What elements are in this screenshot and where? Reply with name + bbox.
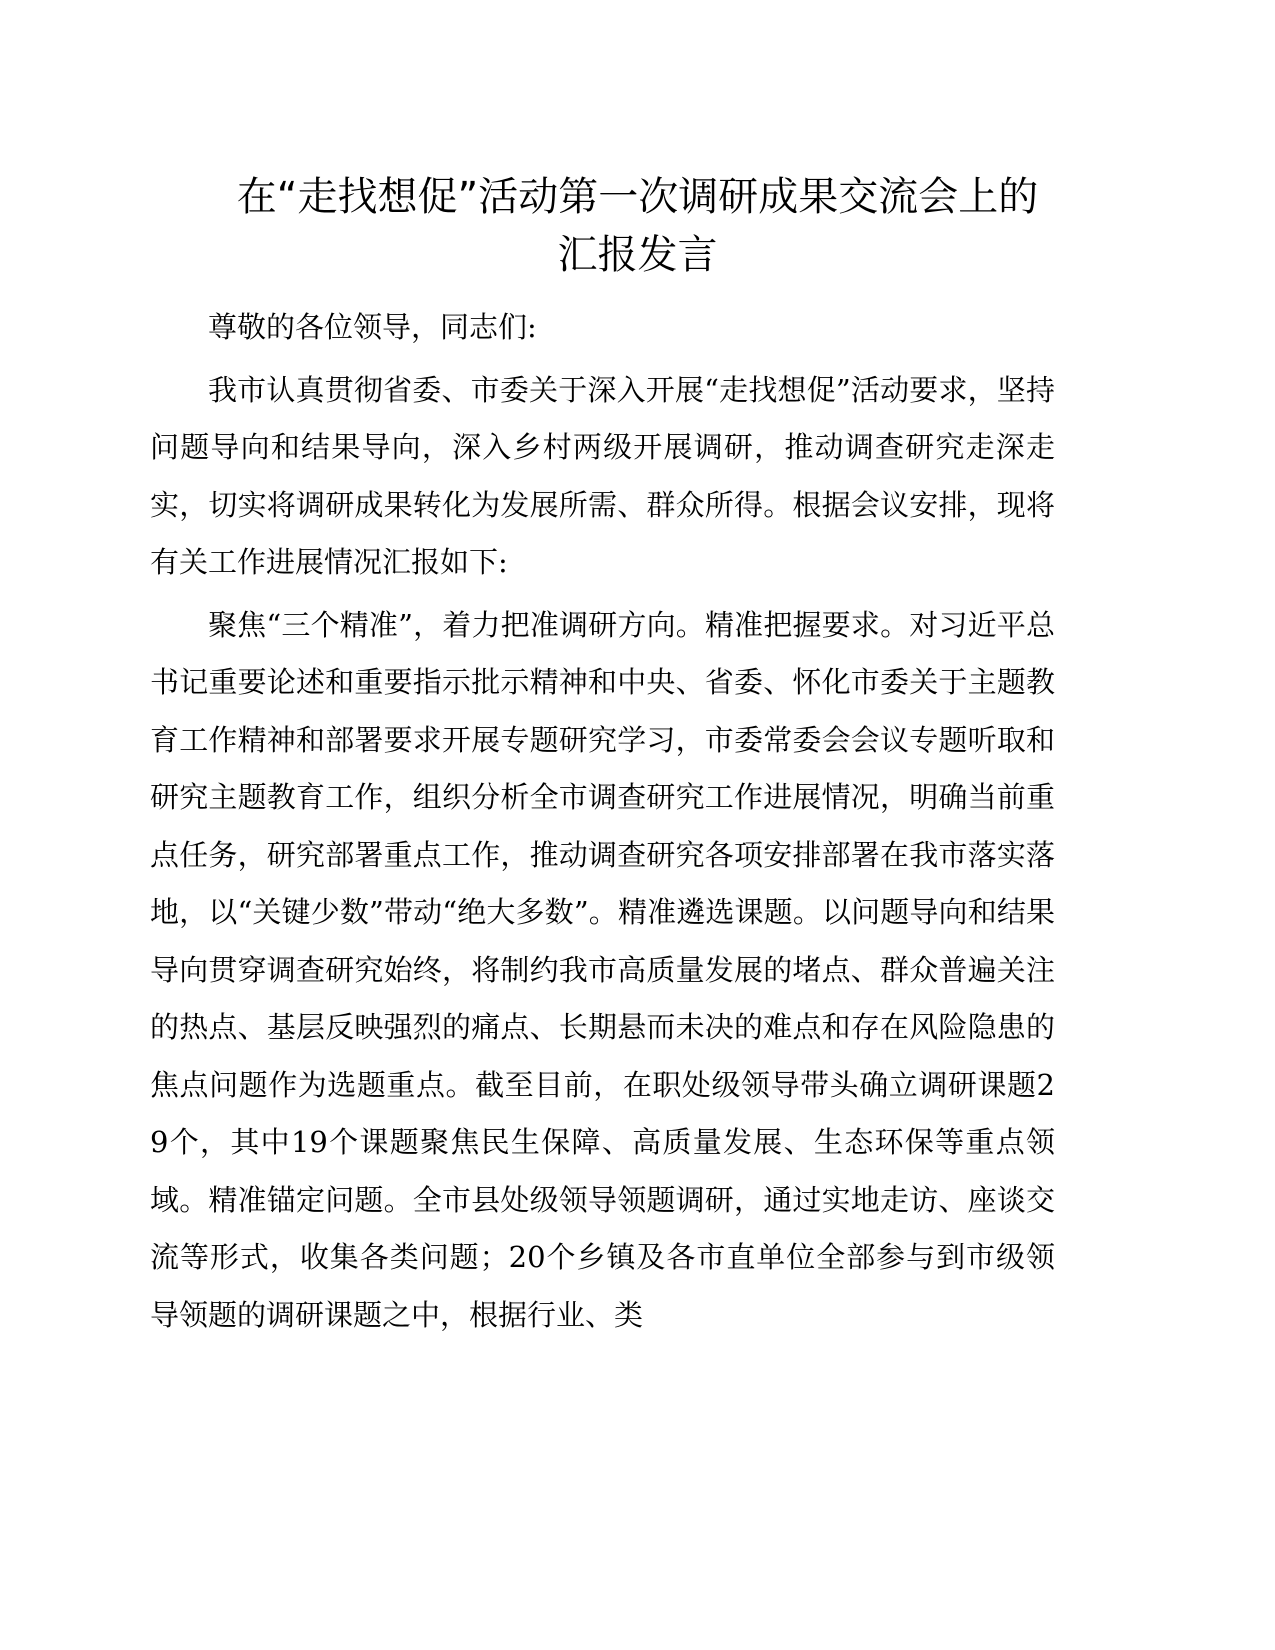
title-line-2: 汇报发言: [557, 232, 718, 278]
paragraph-section-1: 聚焦“三个精准”，着力把准调研方向。精准把握要求。对习近平总书记重要论述和重要指示批示精神和中央、省委、怀化市委关于主题教育工作精神和部署要求开展专题研究学习，市委常委会会议专题听取和研究主题教育工作，组织分析全市调查研究工作进展情况，明确当前重点任务，研究部署重点工作，推动调查研究各项安排部署在我市落实落地，以“关键少数”带动“绝大多数”。精准遴选课题。以问题导向和结果导向贯穿调查研究始终，将制约我市高质量发展的堵点、群众普遍关注的热点、基层反映强烈的痛点、长期悬而未决的难点和存在风险隐患的焦点问题作为选题重点。截至目前，在职处级领导带头确立调研课题29个，其中19个课题聚焦民生保障、高质量发展、生态环保等重点领域。精准锚定问题。全市县处级领导领题调研，通过实地走访、座谈交流等形式，收集各类问题；20个乡镇及各市直单位全部参与到市级领导领题的调研课题之中，根据行业、类: [150, 607, 1055, 1332]
salutation: 尊敬的各位领导，同志们:: [208, 310, 537, 344]
paragraph-intro: 我市认真贯彻省委、市委关于深入开展“走找想促”活动要求，坚持问题导向和结果导向，深入乡村两级开展调研，推动调查研究走深走实，切实将调研成果转化为发展所需、群众所得。根据会议安排，现将有关工作进展情况汇报如下:: [150, 372, 1055, 579]
title-line-1: 在“走找想促”活动第一次调研成果交流会上的: [236, 174, 1039, 220]
document-title: [150, 168, 1125, 284]
document-body: [150, 299, 1055, 1344]
